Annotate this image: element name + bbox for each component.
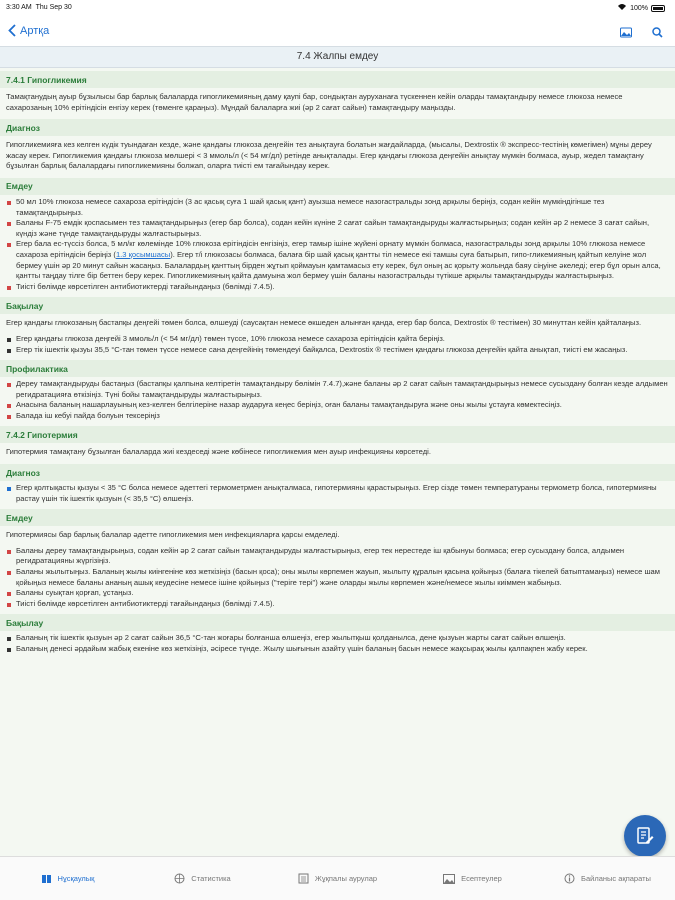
treatment-list xyxy=(0,195,675,294)
list-item: Баланы дереу тамақтандырыңыз, содан кейін әр 2 сағат сайын тамақтандыруды жалғастырыңыз, егер тек нерестеде іш қабынуы болмаса; егер сусыздану болса, алдымен регидратацияны жүргізіңіз. xyxy=(6,546,669,567)
list-item: Баланың тік ішектік қызуын әр 2 сағат сайын 36,5 °C-тан жоғары болғанша өлшеңіз, егер жылытқыш қолданылса, дене қызуын жарты сағат сайын өлшеңіз. xyxy=(6,633,669,644)
tab-bar xyxy=(0,856,675,900)
subheading-prophylaxis: Профилактика xyxy=(0,360,675,377)
chevron-left-icon xyxy=(8,24,16,37)
back-label: Артқа xyxy=(20,24,50,37)
list-item: Анасына баланың нашарлауының кез-келген белгілеріне назар аударуға кеңес беріңіз, оған баланы тамақтандыруға және оны жылы ұстауға көмектесіңіз. xyxy=(6,400,669,411)
hypothermia-diagnosis-list xyxy=(0,481,675,506)
list-item: Тиісті бөлімде көрсетілген антибиотиктерді тағайындаңыз (бөлімді 7.4.5). xyxy=(6,282,669,293)
status-bar xyxy=(0,0,675,16)
monitoring-text: Егер қандағы глюкозаның бастапқы деңгейі төмен болса, өлшеуді (саусақтан немесе өкшеден алынған қанда, егер бар болса, Dextrostix ® тестімен) 30 минуттан кейін қайталаңыз. xyxy=(6,318,642,328)
list-item: 50 мл 10% глюкоза немесе сахароза ерітіндісін (3 ас қасық суға 1 шай қасық қант) ауызша немесе назогастральды зонд арқылы беріңіз, содан кейін мүмкіндігінше тез тамақтандырыңыз. xyxy=(6,197,669,218)
tab-calculations[interactable] xyxy=(405,857,540,900)
tab-label: Байланыс ақпараты xyxy=(581,874,651,883)
status-time: 3:30 AM Thu Sep 30 xyxy=(6,4,72,11)
hypothermia-monitoring-list xyxy=(0,631,675,656)
image-icon xyxy=(443,874,455,884)
tab-contact-info[interactable] xyxy=(540,857,675,900)
section-heading-hypothermia: 7.4.2 Гипотермия xyxy=(0,426,675,443)
subheading-diagnosis: Диагноз xyxy=(0,119,675,136)
list-item: Егер қолтықасты қызуы < 35 °C болса немесе әдеттегі термометрмен анықталмаса, гипотермияны қарастырыңыз. Егер сізде төмен температураны термометр болса, гипотермияны растау үшін тік ішектік қызуын (< 35,5 °C) өлшеңіз. xyxy=(6,483,669,504)
tab-guide[interactable] xyxy=(0,857,135,900)
hypothermia-intro: Гипотермия тамақтану бұзылған балаларда жиі кездеседі және көбінесе гипогликемия мен ауыр инфекцияны көрсетеді. xyxy=(6,447,431,457)
tab-infectious-diseases[interactable] xyxy=(270,857,405,900)
tab-label: Жұқпалы аурулар xyxy=(314,874,378,883)
list-item: Егер қандағы глюкоза деңгейі 3 ммоль/л (< 54 мг/дл) төмен түссе, 10% глюкоза немесе сахароза ерітіндісін қайта беріңіз. xyxy=(6,334,669,345)
globe-icon xyxy=(174,873,185,884)
prophylaxis-list xyxy=(0,377,675,423)
content-area[interactable] xyxy=(0,68,675,856)
battery-percent: 100% xyxy=(630,4,648,12)
tab-label: Нұсқаулық xyxy=(57,874,95,883)
subheading-treatment: Емдеу xyxy=(0,178,675,195)
battery-icon xyxy=(651,5,665,12)
subheading-diagnosis: Диагноз xyxy=(0,464,675,481)
image-icon[interactable] xyxy=(620,25,632,43)
list-item: Дереу тамақтандыруды бастаңыз (бастапқы қалпына келтіретін тамақтандыру бөлімін 7.4.7),және баланы әр 2 сағат сайын тамақтандырыңыз немесе сусыздану болған кезде алдымен регидратацияға өткізіңіз. Түні бойы тамақтандыруды жалғастырыңыз. xyxy=(6,379,669,400)
subheading-monitoring: Бақылау xyxy=(0,614,675,631)
list-item: Баланы F-75 емдік қоспасымен тез тамақтандырыңыз (егер бар болса), содан кейін күніне 2 сағат сайын тамақтандыруды жалғастырыңыз; содан кейін әр 2 немесе 3 сағат сайын, күндіз және түнде тамақтандыруды жалғастырыңыз. xyxy=(6,218,669,239)
book-icon xyxy=(41,874,52,884)
tab-label: Есептеулер xyxy=(461,874,502,883)
nav-bar xyxy=(0,16,675,46)
back-button[interactable] xyxy=(8,24,49,37)
tab-statistics[interactable] xyxy=(135,857,270,900)
hypothermia-treatment-list xyxy=(0,544,675,612)
nav-actions xyxy=(620,25,663,43)
monitoring-list xyxy=(0,332,675,357)
list-icon xyxy=(298,873,309,884)
list-item: Егер бала ес-түссіз болса, 5 мл/кг көлемінде 10% глюкоза ерітіндісін енгізіңіз, егер тамыр ішіне жүйені орнату мүмкін болмаса, назогастральды зонд арқылы 10% глюкоза немесе сахароза ерітіндісін беріңіз (1.3 қосымшасы). Егер т/і глюкозасы болмаса, балаға бір шай қасық қантты тіл немесе екі тамшы суға батырып, гипо-гликемияның қайтып келуіне жол бермеу үшін әр 20 минут сайын жасаңыз. Балалардың қанттың бірден жұтып қоймауын қамтамасыз ету керек, бұл оның ас қорыту жолында баяу сіңуіне әкеледі; егер бұл орын алса, қантты таңдау тілге бір беттен беру керек. Гипогликемияның қайта дамуына жол бермеу үшін баланы назогастральды түтікше арқылы тамақтандыруды жалғастырыңыз. xyxy=(6,239,669,281)
page-title: 7.4 Жалпы емдеу xyxy=(0,46,675,68)
list-item: Баланы суықтан қорғап, ұстаңыз. xyxy=(6,588,669,599)
subheading-monitoring: Бақылау xyxy=(0,297,675,314)
subheading-treatment: Емдеу xyxy=(0,509,675,526)
section-heading-hypoglycemia: 7.4.1 Гипогликемия xyxy=(0,71,675,88)
list-item: Баланың денесі әрдайым жабық екеніне көз жеткізіңіз, әсіресе түнде. Жылу шығынын азайту үшін баланың басын немесе жақсырақ жылы қалпақпен жабу керек. xyxy=(6,644,669,655)
wifi-icon xyxy=(617,3,627,13)
list-item: Егер тік ішектік қызуы 35,5 °C-тан төмен түссе немесе сана деңгейінің төмендеуі байқалса, Dextrostix ® тестімен қандағы глюкоза деңгейін қайта анықтап, тиісті ем жасаңыз. xyxy=(6,345,669,356)
edit-note-icon xyxy=(635,826,655,846)
diagnosis-text: Гипогликемияға кез келген күдік туындаған кезде, және қандағы глюкоза деңгейін тез анықтауға болатын жағдайларда, (мысалы, Dextrostix ® экспресс-тестінің көмегімен) мұны дереу жасау керек. Гипогликемия қандағы глюкоза мөлшері < 3 ммоль/л (< 54 мг/дл) ретінде анықталады. Егер қандағы глюкоза деңгейін анықтау мүмкін болмаса, ауыр, жедел тамақтану бұзылған барлық балалардағы гипогликемияны болжап, оларға тиісті ем тағайындау керек. xyxy=(6,140,652,171)
list-item: Баланы жылытыңыз. Баланың жылы киінгеніне көз жеткізіңіз (басын қоса); оны жылы көрпемен жауып, жылыту құралын қасына қойыңыз (балаға тікелей батыптамаңыз) немесе шам қойыңыз немесе баланы ананың ашық кеудесіне немесе ішіне қойыңыз ("теріге тері") және оларды жылы көрпемен және/немесе жылы киіммен жабыңыз. xyxy=(6,567,669,588)
list-item: Тиісті бөлімде көрсетілген антибиотиктерді тағайындаңыз (бөлімді 7.4.5). xyxy=(6,599,669,610)
search-icon[interactable] xyxy=(652,25,663,43)
appendix-link[interactable]: 1.3 қосымшасы xyxy=(115,249,171,259)
tab-label: Статистика xyxy=(191,874,231,883)
notes-fab-button[interactable] xyxy=(624,815,666,857)
info-icon xyxy=(564,873,575,884)
hypothermia-treatment-text: Гипотермиясы бар барлық балалар әдетте гипогликемия мен инфекцияларға қарсы емделеді. xyxy=(6,530,340,540)
status-right xyxy=(617,3,665,13)
hypoglycemia-intro: Тамақтанудың ауыр бұзылысы бар барлық балаларда гипогликемияның даму қаупі бар, сондықтан ауруханаға түскеннен кейін оларды тамақтандыру немесе глюкоза немесе сахарозаның 10% ерітіндісін енгізу керек (төменге қараңыз). Мұндай балаларға жиі (әр 2 сағат сайын) тамақтандыру маңызды. xyxy=(6,92,623,112)
list-item: Балада іш кебуі пайда болуын тексеріңіз xyxy=(6,411,669,422)
